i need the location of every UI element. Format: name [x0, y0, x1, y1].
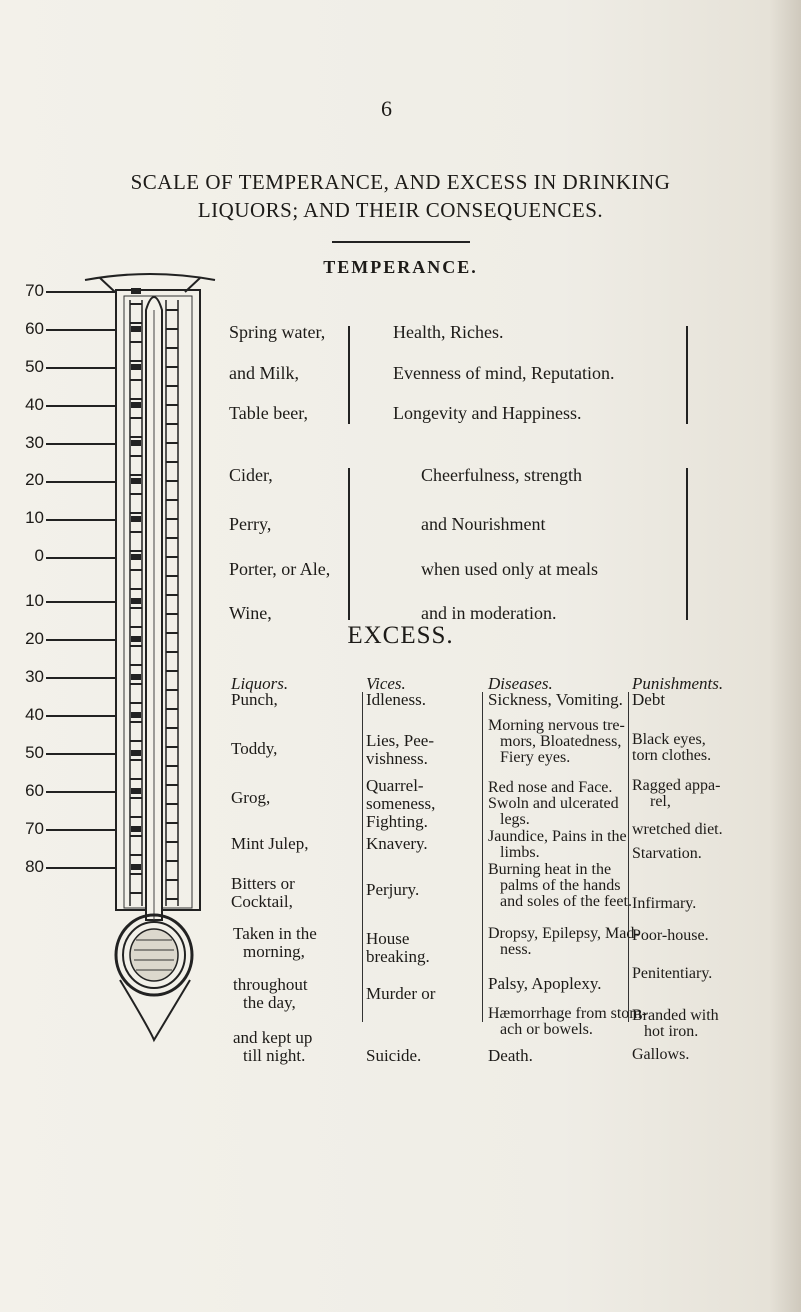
liquor-item: Grog, — [231, 788, 271, 807]
liquor-item: throughout — [233, 975, 308, 994]
temperance-heading: TEMPERANCE. — [323, 257, 478, 277]
punishment-item: Debt — [632, 690, 666, 709]
drink-porter: Porter, or Ale, — [229, 559, 331, 579]
punishment-item: Infirmary. — [632, 895, 697, 912]
liquor-item: Taken in the — [233, 924, 317, 943]
title-line-2: LIQUORS; AND THEIR CONSEQUENCES. — [197, 198, 604, 222]
punishment-item: hot iron. — [644, 1023, 699, 1040]
effect-cheerfulness: Cheerfulness, strength — [421, 465, 582, 485]
liquor-item: Bitters or — [231, 874, 295, 893]
column-header-punishments: Punishments. — [632, 674, 724, 693]
drink-table-beer: Table beer, — [229, 403, 308, 423]
punishment-item: Branded with — [632, 1007, 719, 1024]
drink-cider: Cider, — [229, 465, 273, 485]
vice-item: breaking. — [366, 947, 430, 966]
disease-item: Death. — [488, 1046, 533, 1065]
thermometer-drawing — [0, 270, 260, 1270]
liquor-item: and kept up — [233, 1028, 313, 1047]
scale-label: 30 — [25, 433, 44, 452]
vice-item: Perjury. — [366, 880, 420, 899]
effect-meals: when used only at meals — [421, 559, 598, 579]
disease-item: Swoln and ulcerated — [488, 795, 619, 812]
disease-item: palms of the hands — [500, 877, 621, 894]
disease-item: Red nose and Face. — [488, 779, 613, 796]
disease-item: and soles of the feet. — [500, 893, 632, 910]
disease-item: ach or bowels. — [500, 1021, 593, 1038]
vice-item: vishness. — [366, 749, 428, 768]
liquor-item: Mint Julep, — [231, 834, 309, 853]
disease-item: legs. — [500, 811, 530, 828]
scale-label: 20 — [25, 629, 44, 648]
drink-wine: Wine, — [229, 603, 272, 623]
vice-item: Quarrel- — [366, 776, 424, 795]
liquor-item: morning, — [243, 942, 305, 961]
liquor-item: Cocktail, — [231, 892, 293, 911]
disease-item: Fiery eyes. — [500, 749, 571, 766]
vice-item: Lies, Pee- — [366, 731, 434, 750]
disease-item: Burning heat in the — [488, 861, 612, 878]
punishment-item: Starvation. — [632, 845, 702, 862]
scale-label: 60 — [25, 781, 44, 800]
scale-label: 70 — [25, 819, 44, 838]
drink-spring-water: Spring water, — [229, 322, 326, 342]
disease-item: Dropsy, Epilepsy, Mad- — [488, 925, 640, 942]
column-divider — [362, 692, 363, 1022]
punishment-item: Ragged appa- — [632, 777, 721, 794]
vice-item: Idleness. — [366, 690, 426, 709]
punishment-item: torn clothes. — [632, 747, 712, 764]
disease-item: Sickness, Vomiting. — [488, 690, 623, 709]
column-header-liquors: Liquors. — [231, 674, 289, 693]
effect-moderation: and in moderation. — [421, 603, 557, 623]
scale-label: 10 — [25, 591, 44, 610]
liquor-item: till night. — [243, 1046, 306, 1065]
vice-item: Fighting. — [366, 812, 428, 831]
disease-item: ness. — [500, 941, 532, 958]
scale-label: 40 — [25, 705, 44, 724]
punishment-item: Poor-house. — [632, 927, 709, 944]
punishment-item: Black eyes, — [632, 731, 706, 748]
vice-item: someness, — [366, 794, 436, 813]
brace — [342, 468, 350, 620]
punishment-item: Penitentiary. — [632, 965, 713, 982]
vice-item: Knavery. — [366, 834, 428, 853]
liquor-item: Toddy, — [231, 739, 278, 758]
disease-item: Jaundice, Pains in the — [488, 828, 627, 845]
effect-evenness: Evenness of mind, Reputation. — [393, 363, 615, 383]
liquor-item: Punch, — [231, 690, 278, 709]
punishment-item: wretched diet. — [632, 821, 723, 838]
column-divider — [482, 692, 483, 1022]
brace — [342, 326, 350, 424]
page-number: 6 — [381, 96, 392, 121]
scale-label: 60 — [25, 319, 44, 338]
scale-label: 0 — [34, 546, 44, 565]
column-header-diseases: Diseases. — [488, 674, 553, 693]
disease-item: Hæmorrhage from stom- — [488, 1005, 648, 1022]
scale-label: 40 — [25, 395, 44, 414]
disease-item: limbs. — [500, 844, 540, 861]
excess-heading: EXCESS. — [347, 622, 454, 649]
scale-label: 70 — [25, 281, 44, 300]
drink-perry: Perry, — [229, 514, 272, 534]
scale-label: 10 — [25, 508, 44, 527]
disease-item: Morning nervous tre- — [488, 717, 625, 734]
vice-item: Suicide. — [366, 1046, 422, 1065]
scale-label: 80 — [25, 857, 44, 876]
effect-longevity: Longevity and Happiness. — [393, 403, 582, 423]
title-line-1: SCALE OF TEMPERANCE, AND EXCESS IN DRINKING — [130, 170, 671, 194]
effect-nourishment: and Nourishment — [421, 514, 546, 534]
vice-item: House — [366, 929, 410, 948]
disease-item: Palsy, Apoplexy. — [488, 974, 602, 993]
scale-label: 50 — [25, 357, 44, 376]
brace — [680, 326, 688, 424]
disease-item: mors, Bloatedness, — [500, 733, 622, 750]
punishment-item: Gallows. — [632, 1046, 690, 1063]
scale-label: 30 — [25, 667, 44, 686]
punishment-item: rel, — [650, 793, 671, 810]
effect-health: Health, Riches. — [393, 322, 504, 342]
column-divider — [628, 692, 629, 1022]
scale-label: 50 — [25, 743, 44, 762]
drink-milk: and Milk, — [229, 363, 299, 383]
title-rule — [332, 241, 470, 243]
scale-label: 20 — [25, 470, 44, 489]
liquor-item: the day, — [243, 993, 296, 1012]
vice-item: Murder or — [366, 984, 436, 1003]
column-header-vices: Vices. — [366, 674, 406, 693]
brace — [680, 468, 688, 620]
